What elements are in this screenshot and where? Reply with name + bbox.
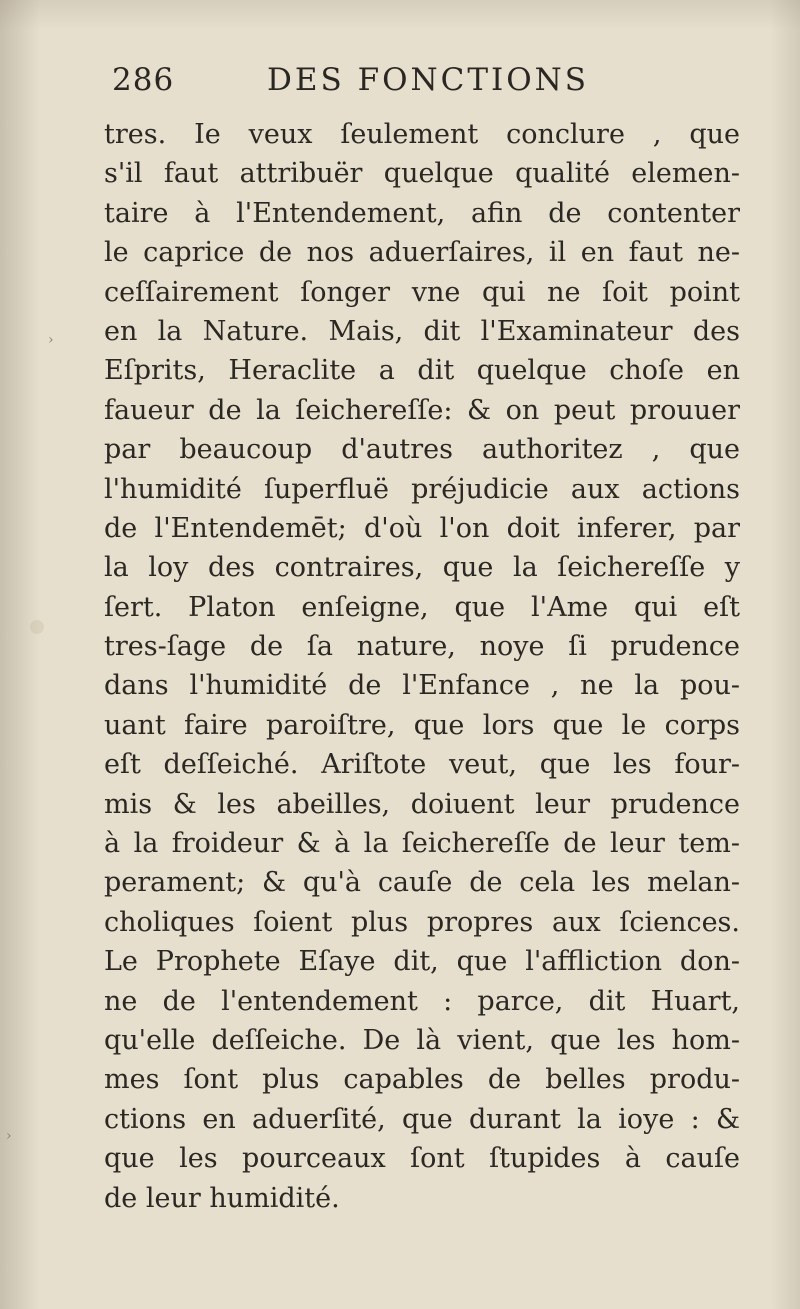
text-line: de l'Entendemēt; d'où l'on doit inferer, par bbox=[104, 512, 740, 544]
text-line: perament; & qu'à cauſe de cela les melan- bbox=[104, 867, 740, 899]
text-line: ctions en aduerſité, que durant la ioye : & bbox=[104, 1103, 740, 1135]
text-line: eſt deſſeiché. Ariſtote veut, que les four- bbox=[104, 749, 740, 781]
text-line: dans l'humidité de l'Enfance , ne la pou- bbox=[104, 670, 740, 702]
text-line: par beaucoup d'autres authoritez , que bbox=[104, 434, 740, 466]
text-line: tres-ſage de ſa nature, noye ſi prudence bbox=[104, 631, 740, 663]
text-line: de leur humidité. bbox=[104, 1182, 340, 1214]
text-line: s'il faut attribuër quelque qualité elemen- bbox=[104, 158, 740, 190]
text-line: choliques ſoient plus propres aux ſciences. bbox=[104, 906, 740, 938]
page-number: 286 bbox=[112, 62, 175, 98]
body-text bbox=[104, 115, 740, 1218]
text-line: le caprice de nos aduerſaires, il en faut ne- bbox=[104, 237, 740, 269]
text-line: ne de l'entendement : parce, dit Huart, bbox=[104, 985, 740, 1017]
text-line: ſert. Platon enſeigne, que l'Ame qui eſt bbox=[104, 591, 740, 623]
text-line: Eſprits, Heraclite a dit quelque choſe en bbox=[104, 355, 740, 387]
paper-stain bbox=[30, 620, 44, 634]
text-line: l'humidité ſuperfluë préjudicie aux actions bbox=[104, 473, 740, 505]
text-line: ceſſairement ſonger vne qui ne ſoit point bbox=[104, 276, 740, 308]
page-header bbox=[112, 62, 732, 112]
text-line: faueur de la ſeichereſſe: & on peut prouuer bbox=[104, 394, 740, 426]
margin-mark: › bbox=[48, 332, 54, 348]
text-line: à la froideur & à la ſeichereſſe de leur tem- bbox=[104, 828, 740, 860]
text-line: en la Nature. Mais, dit l'Examinateur des bbox=[104, 315, 740, 347]
running-title: DES FONCTIONS bbox=[267, 62, 590, 98]
text-line: mis & les abeilles, doiuent leur prudence bbox=[104, 788, 740, 820]
text-line: tres. Ie veux ſeulement conclure , que bbox=[104, 119, 740, 150]
text-line: qu'elle deſſeiche. De là vient, que les hom- bbox=[104, 1024, 740, 1056]
text-line: taire à l'Entendement, afin de contenter bbox=[104, 197, 740, 229]
text-line: uant faire paroiſtre, que lors que le corps bbox=[104, 709, 740, 741]
margin-mark: › bbox=[6, 1128, 12, 1144]
text-line: la loy des contraires, que la ſeichereſſe y bbox=[104, 552, 740, 584]
text-line: mes ſont plus capables de belles produ- bbox=[104, 1064, 740, 1096]
text-line: Le Prophete Eſaye dit, que l'affliction don- bbox=[104, 946, 740, 978]
text-line: que les pourceaux ſont ſtupides à cauſe bbox=[104, 1143, 740, 1175]
